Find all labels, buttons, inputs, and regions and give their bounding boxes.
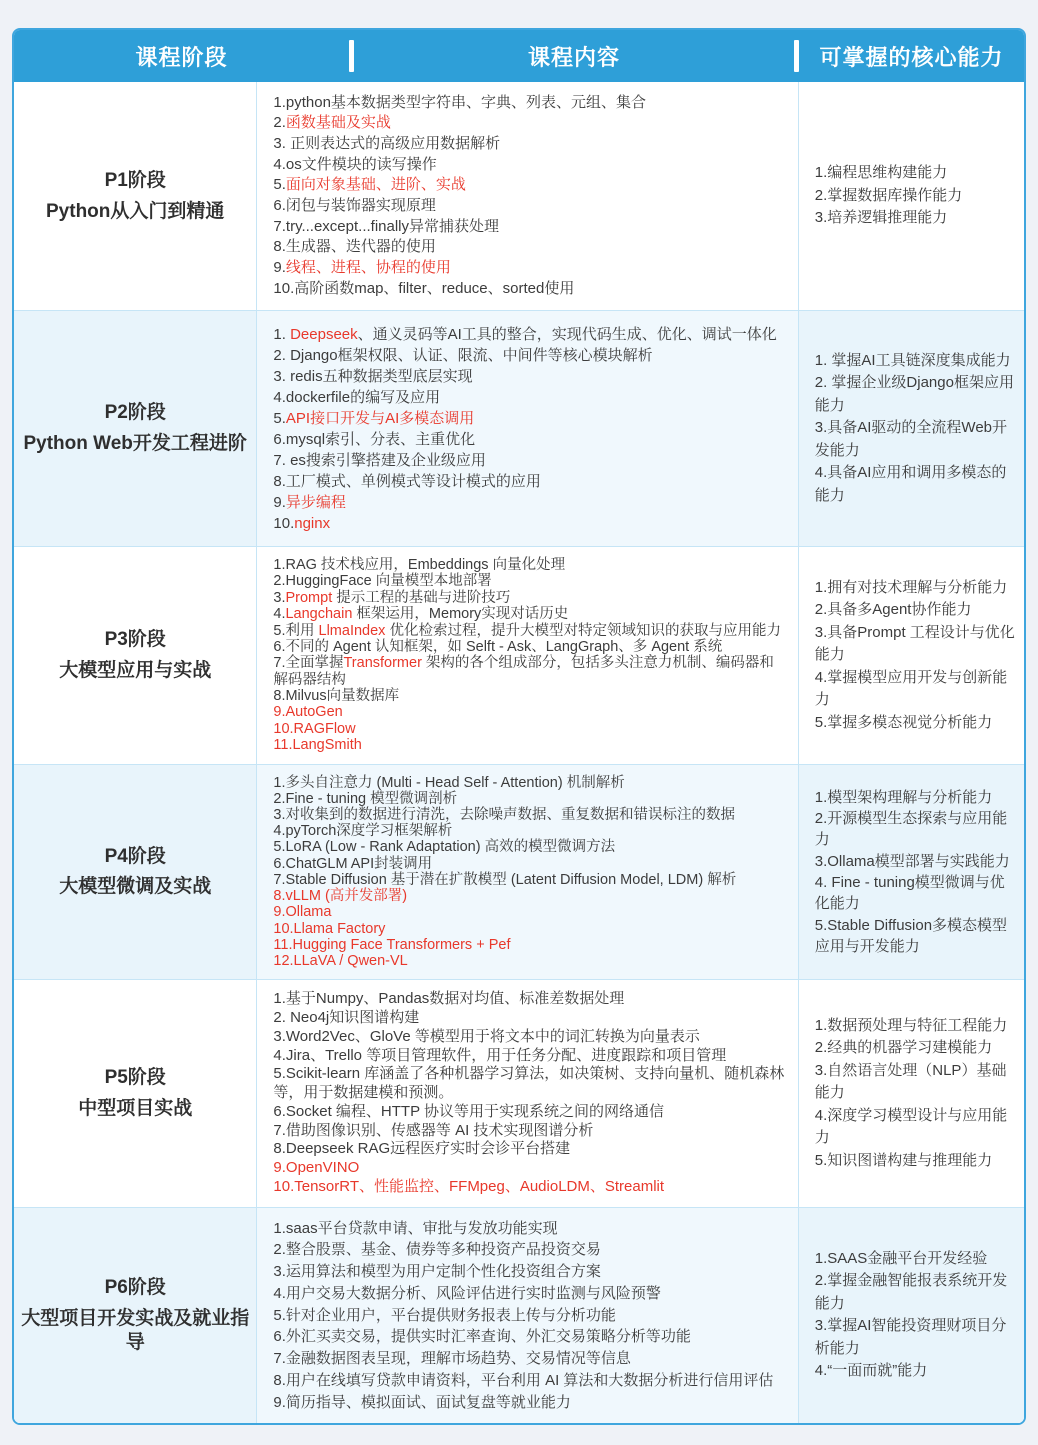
content-highlight-text: 线程、进程、协程的使用 [285,259,451,277]
header-cell-content: 课程内容 [528,44,621,70]
content-text: 6.闭包与装饰器实现原理 [273,197,436,214]
stage-code: P6阶段 [104,1277,166,1299]
ability-item: 2.开源模型生态探索与应用能力 [814,810,1008,849]
stage-cell [14,547,256,764]
content-highlight-text: 11.LangSmith [273,737,362,754]
content-item [273,839,785,855]
table-row [14,310,1024,546]
content-item [273,1047,785,1066]
content-item [273,655,785,688]
content-item [273,557,785,573]
ability-item: 3.具备Prompt 工程设计与优化能力 [814,623,1015,663]
content-cell [256,311,798,546]
stage-code: P4阶段 [104,845,166,867]
content-text: 9. [273,259,286,277]
ability-item: 1.模型架构理解与分析能力 [814,788,993,806]
content-item [273,1348,785,1370]
content-item [273,279,785,300]
content-item [273,937,785,953]
ability-item: 1.拥有对技术理解与分析能力 [814,578,1008,596]
content-highlight-text: 12.LLaVA / Qwen-VL [273,953,408,970]
ability-item: 4.具备AI应用和调用多模态的能力 [814,464,1007,504]
ability-item: 2.掌握数据库操作能力 [814,186,963,204]
content-text: 9. [273,493,286,511]
content-item [273,737,785,753]
content-item [273,324,785,345]
content-text: 5.Scikit-learn 库涵盖了各种机器学习算法，如决策树、支持向量机、随机森林等，用于数据建模和预测。 [273,1065,785,1102]
table-row [14,546,1024,764]
content-text: 优化检索过程，提升大模型对特定领域知识的获取与应用能力 [385,622,781,639]
content-text: 7.try...except...finally异常捕获处理 [273,217,499,235]
content-text: 提示工程的基础与进阶技巧 [332,589,511,606]
content-highlight-text: Prompt [285,589,333,606]
content-highlight-text: 异步编程 [285,493,346,511]
content-cell [256,1208,798,1424]
content-item [273,688,785,704]
content-text: 4. [273,606,286,623]
content-item [273,450,785,471]
content-text: 2. Django框架权限、认证、限流、中间件等核心模块解析 [273,346,653,364]
stage-cell [14,980,256,1206]
content-cell [256,547,798,764]
table-row [14,82,1024,310]
content-item [273,408,785,429]
stage-cell [14,82,256,310]
content-item [273,471,785,492]
content-text: 2.整合股票、基金、债券等多种投资产品投资交易 [273,1241,601,1259]
content-text: 4.用户交易大数据分析、风险评估进行实时监测与风险预警 [273,1284,661,1302]
content-item [273,1065,785,1103]
content-text: 3. redis五种数据类型底层实现 [273,367,473,385]
content-text: 1.RAG 技术栈应用，Embeddings 向量化处理 [273,557,566,573]
content-text: 1.多头自注意力 (Multi - Head Self - Attention) 机制解析 [273,774,625,791]
ability-item: 4.掌握模型应用开发与创新能力 [814,668,1008,708]
content-text: 7.全面掌握 [273,655,344,672]
content-item [273,590,785,606]
ability-item: 3.培养逻辑推理能力 [814,209,948,227]
content-highlight-text: 面向对象基础、进阶、实战 [285,176,466,194]
content-item [273,872,785,888]
content-highlight-text: Transformer [343,655,422,672]
content-text: 5.针对企业用户，平台提供财务报表上传与分析功能 [273,1306,616,1324]
stage-cell [14,311,256,546]
ability-cell [799,980,1024,1206]
content-item [273,429,785,450]
content-highlight-text: 9.AutoGen [273,704,343,721]
curriculum-table [12,28,1026,1425]
content-item [273,1370,785,1392]
content-cell [256,82,798,310]
content-text: 10.高阶函数map、filter、reduce、sorted使用 [273,279,575,297]
content-item [273,606,785,622]
content-text: 2. [273,114,286,132]
content-item [273,175,785,196]
stage-name: Python Web开发工程进阶 [23,433,247,454]
content-highlight-text: Langchain [285,606,353,623]
content-cell [256,980,798,1206]
content-text: 3.运用算法和模型为用户定制个性化投资组合方案 [273,1263,601,1281]
content-highlight-text: 10.TensorRT、性能监控、FFMpeg、AudioLDM、Streamlit [273,1177,665,1195]
ability-cell [799,82,1024,310]
content-item [273,134,785,155]
content-item [273,791,785,807]
content-text: 6.外汇买卖交易，提供实时汇率查询、外汇交易策略分析等功能 [273,1328,691,1346]
content-text: 2.Fine - tuning 模型微调剖析 [273,790,458,807]
content-text: 5. [273,409,286,427]
content-item [273,721,785,737]
content-highlight-text: 11.Hugging Face Transformers + Pef [273,936,511,953]
ability-cell [799,311,1024,546]
content-text: 2. Neo4j知识图谱构建 [273,1009,420,1027]
content-text: 3. [273,589,286,606]
content-item [273,1009,785,1028]
content-item [273,1178,785,1197]
content-item [273,904,785,920]
content-item [273,1305,785,1327]
header-cell-stage: 课程阶段 [135,44,228,70]
content-item [273,953,785,969]
ability-item: 5.掌握多模态视觉分析能力 [814,713,993,731]
stage-name: 大模型微调及实战 [59,876,212,898]
content-text: 3.Word2Vec、GloVe 等模型用于将文本中的词汇转换为向量表示 [273,1027,700,1045]
ability-item: 1. 掌握AI工具链深度集成能力 [814,351,1011,369]
content-highlight-text: 10.Llama Factory [273,920,386,937]
content-item [273,1218,785,1240]
content-item [273,775,785,791]
content-item [273,1028,785,1047]
content-text: 5.利用 [273,622,319,639]
content-text: 4.pyTorch深度学习框架解析 [273,823,453,840]
ability-item: 2.具备多Agent协作能力 [814,601,972,618]
content-text: 10. [273,514,295,532]
content-item [273,704,785,720]
content-highlight-text: 10.RAGFlow [273,720,356,737]
ability-item: 1.SAAS金融平台开发经验 [814,1249,988,1267]
ability-item: 3.掌握AI智能投资理财项目分析能力 [814,1317,1007,1357]
content-highlight-text: nginx [294,514,331,532]
content-item [273,237,785,258]
content-text: 7.金融数据图表呈现，理解市场趋势、交易情况等信息 [273,1350,631,1368]
stage-name: Python从入门到精通 [46,200,225,222]
content-highlight-text: Deepseek [290,325,358,343]
content-text: 8.工厂模式、单例模式等设计模式的应用 [273,472,541,490]
content-text: 6.Socket 编程、HTTP 协议等用于实现系统之间的网络通信 [273,1102,664,1120]
content-item [273,623,785,639]
content-text: 9.简历指导、模拟面试、面试复盘等就业能力 [273,1393,571,1411]
content-highlight-text: 函数基础及实战 [285,114,391,132]
content-text: 7.借助图像识别、传感器等 AI 技术实现图谱分析 [273,1121,594,1139]
ability-item: 4.“一面而就”能力 [814,1362,928,1380]
content-item [273,888,785,904]
content-item [273,1326,785,1348]
content-text: 8.Milvus向量数据库 [273,688,400,704]
ability-item: 5.知识图谱构建与推理能力 [814,1151,993,1169]
content-item [273,217,785,238]
content-item [273,1283,785,1305]
content-text: 、通义灵码等AI工具的整合，实现代码生成、优化、调试一体化 [357,325,777,343]
table-body [14,82,1024,1423]
content-text: 1. [273,325,291,343]
content-item [273,492,785,513]
ability-item: 4.深度学习模型设计与应用能力 [814,1106,1008,1147]
content-text: 1.基于Numpy、Pandas数据对均值、标准差数据处理 [273,990,625,1008]
ability-cell [799,765,1024,980]
content-item [273,823,785,839]
ability-item: 4. Fine - tuning模型微调与优化能力 [814,873,1005,913]
content-text: 1.saas平台贷款申请、审批与发放功能实现 [273,1219,558,1237]
ability-item: 3.具备AI驱动的全流程Web开发能力 [814,419,1008,459]
stage-code: P2阶段 [104,402,166,424]
content-item [273,807,785,823]
content-item [273,196,785,217]
table-header [14,30,1024,82]
content-item [273,639,785,655]
content-text: 8.生成器、迭代器的使用 [273,238,436,256]
content-item [273,1159,785,1178]
content-text: 框架运用，Memory实现对话历史 [352,606,569,623]
stage-code: P5阶段 [104,1067,166,1089]
content-text: 4.os文件模块的读写操作 [273,155,437,173]
content-text: 1.python基本数据类型字符串、字典、列表、元组、集合 [273,93,646,111]
ability-cell [799,1208,1024,1424]
content-item [273,155,785,176]
content-text: 3.对收集到的数据进行清洗，去除噪声数据、重复数据和错误标注的数据 [273,806,735,823]
content-highlight-text: 8.vLLM (高并发部署) [273,888,408,905]
ability-item: 2.经典的机器学习建模能力 [814,1039,993,1057]
content-text: 7.Stable Diffusion 基于潜在扩散模型 (Latent Diffusion Model, LDM) 解析 [273,871,737,888]
content-item [273,573,785,589]
ability-item: 1.编程思维构建能力 [814,164,948,182]
content-text: 6.mysql索引、分表、主重优化 [273,430,476,448]
table-row [14,1207,1024,1424]
content-item [273,113,785,134]
content-highlight-text: 9.OpenVINO [273,1159,360,1177]
content-cell [256,765,798,980]
content-item [273,387,785,408]
content-item [273,1261,785,1283]
content-item [273,258,785,279]
content-item [273,1103,785,1122]
table-row [14,764,1024,980]
ability-item: 3.自然语言处理（NLP）基础能力 [814,1061,1007,1102]
content-highlight-text: API接口开发与AI多模态调用 [285,409,475,427]
stage-code: P3阶段 [104,629,166,650]
ability-cell [799,547,1024,764]
ability-item: 2.掌握金融智能报表系统开发能力 [814,1272,1008,1312]
content-item [273,921,785,937]
table-row [14,979,1024,1206]
stage-name: 大型项目开发实战及就业指导 [21,1308,250,1353]
content-item [273,513,785,534]
content-item [273,1239,785,1261]
content-text: 4.dockerfile的编写及应用 [273,388,441,406]
stage-name: 中型项目实战 [78,1097,193,1119]
stage-name: 大模型应用与实战 [59,659,212,681]
content-item [273,345,785,366]
content-item [273,93,785,114]
ability-item: 1.数据预处理与特征工程能力 [814,1016,1008,1034]
content-item [273,1392,785,1414]
ability-item: 5.Stable Diffusion多模态模型应用与开发能力 [814,916,1008,955]
content-text: 7. es搜索引擎搭建及企业级应用 [273,451,486,469]
content-item [273,366,785,387]
header-cell-ability: 可掌握的核心能力 [819,44,1004,70]
content-item [273,1122,785,1141]
content-item [273,1140,785,1159]
content-text: 2.HuggingFace 向量模型本地部署 [273,573,492,590]
content-text: 5. [273,176,286,194]
content-highlight-text: 9.Ollama [273,904,332,921]
content-text: 6.不同的 Agent 认知框架，如 Selft - Ask、LangGraph、多 Agent 系统 [273,638,723,655]
content-text: 8.用户在线填写贷款申请资料，平台利用 AI 算法和大数据分析进行信用评估 [273,1371,774,1389]
stage-cell [14,1208,256,1424]
content-text: 6.ChatGLM API封装调用 [273,855,433,872]
content-text: 5.LoRA (Low - Rank Adaptation) 高效的模型微调方法 [273,839,616,856]
content-text: 3. 正则表达式的高级应用数据解析 [273,134,501,152]
ability-item: 2. 掌握企业级Django框架应用能力 [814,374,1014,414]
stage-cell [14,765,256,980]
content-highlight-text: LlmaIndex [318,622,386,639]
content-item [273,990,785,1009]
content-text: 4.Jira、Trello 等项目管理软件，用于任务分配、进度跟踪和项目管理 [273,1046,727,1064]
content-text: 架构的各个组成部分，包括多头注意力机制、编码器和解码器结构 [273,655,774,688]
content-text: 8.Deepseek RAG远程医疗实时会诊平台搭建 [273,1140,571,1158]
content-item [273,856,785,872]
ability-item: 3.Ollama模型部署与实践能力 [814,852,1010,870]
stage-code: P1阶段 [104,169,166,191]
